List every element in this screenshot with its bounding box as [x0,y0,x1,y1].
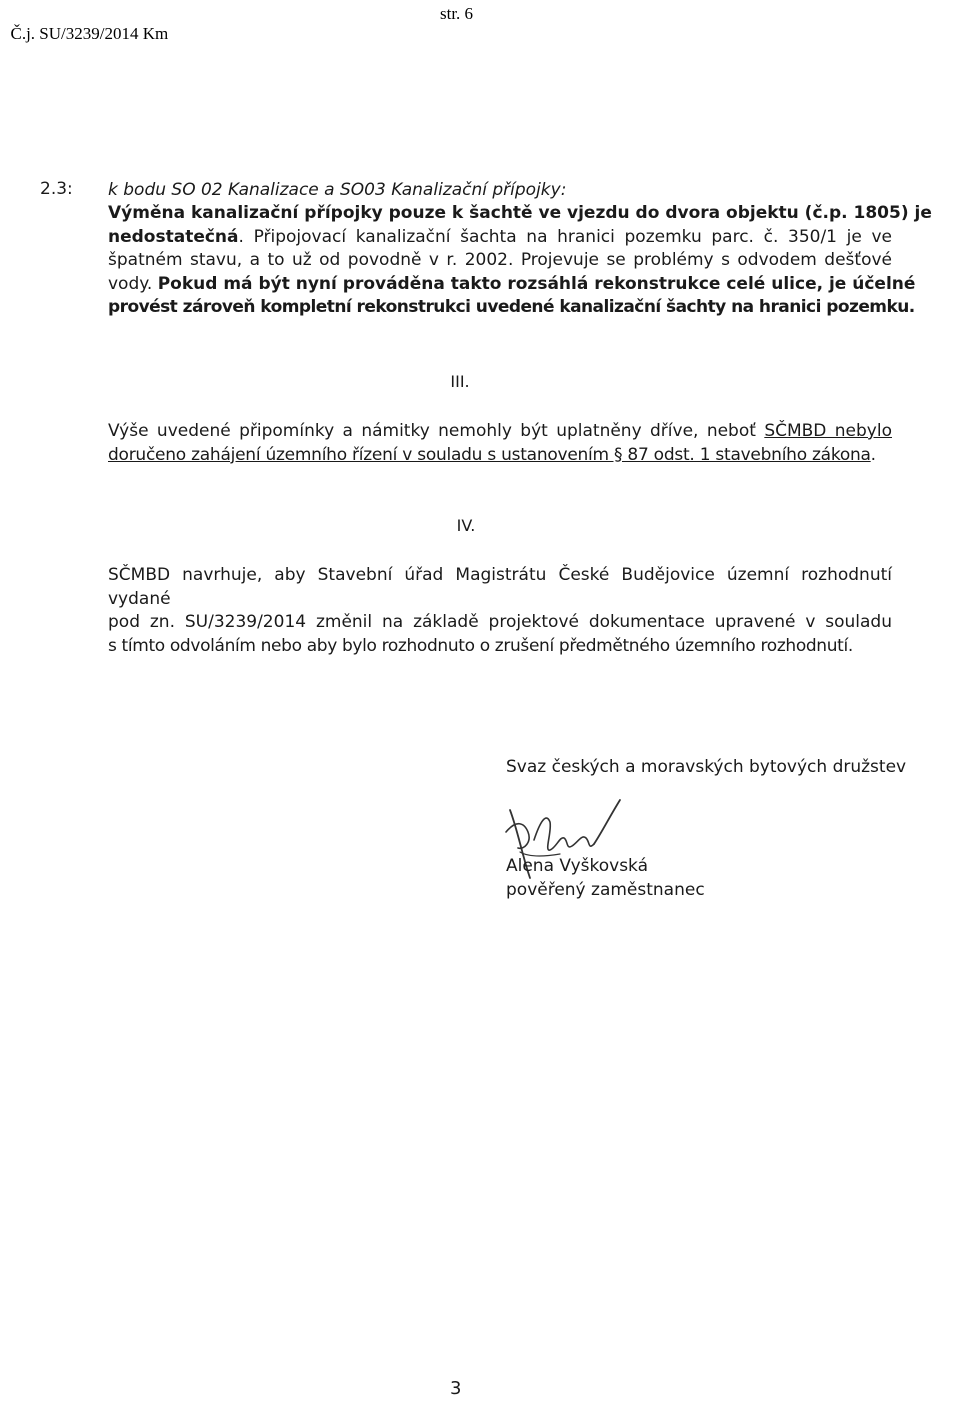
section-3-line-2 [108,444,892,468]
section-2-3-line-5: provést zároveň kompletní rekonstrukci uvedené kanalizační šachty na hranici pozemku. [108,297,915,318]
section-2-3-label: 2.3: [40,179,73,199]
signatory-role: pověřený zaměstnanec [506,880,705,900]
organization-name: Svaz českých a moravských bytových družstev [506,757,907,777]
section-2-3-title: k bodu SO 02 Kanalizace a SO03 Kanalizační přípojky: [108,180,567,200]
section-2-3-body [108,179,932,319]
header-page-number: str. 6 [440,4,474,23]
section-2-3-line-2 [108,226,892,249]
reference-number: Č.j. SU/3239/2014 Km [10,24,169,43]
section-2-3-line-2-rest: . Připojovací kanalizační šachta na hranici pozemku parc. č. 350/1 je ve [238,226,892,247]
handwritten-signature [490,792,640,892]
section-3-heading: III. [450,372,470,391]
section-2-3-line-4-bold: Pokud má být nyní prováděna takto rozsáhlá rekonstrukce celé ulice, je účelné [157,273,916,294]
section-3-line-2-underlined: doručeno zahájení územního řízení v souladu s ustanovením § 87 odst. 1 stavebního zákona [108,444,871,465]
emphasis-inadequate: nedostatečná [108,226,239,247]
section-2-3-line-1: Výměna kanalizační přípojky pouze k šachtě ve vjezdu do dvora objektu (č.p. 1805) je [108,203,932,224]
section-3-line-2-end: . [870,444,876,465]
document-header [2,4,474,64]
section-3-line-1-start: Výše uvedené připomínky a námitky nemohly být uplatněny dříve, neboť [108,421,765,441]
section-2-3-line-3: špatném stavu, a to už od povodně v r. 2002. Projevuje se problémy s odvodem dešťové [108,250,892,271]
section-2-3-line-4 [108,273,916,296]
section-3-body [108,420,892,467]
section-3-line-1 [108,420,892,444]
page-number: 3 [450,1378,462,1399]
section-4-line-1: SČMBD navrhuje, aby Stavební úřad Magistrátu České Budějovice územní rozhodnutí vydané [108,565,892,609]
section-3-line-1-underlined: SČMBD nebylo [764,421,892,441]
signatory-name: Alena Vyškovská [506,856,649,876]
section-4-body [108,564,892,658]
section-4-heading: IV. [456,516,476,535]
section-2-3-line-4-start: vody. [108,273,158,294]
section-4-line-2: pod zn. SU/3239/2014 změnil na základě projektové dokumentace upravené v souladu [108,612,892,633]
section-4-line-3: s tímto odvoláním nebo aby bylo rozhodnuto o zrušení předmětného územního rozhodnutí. [108,635,853,656]
